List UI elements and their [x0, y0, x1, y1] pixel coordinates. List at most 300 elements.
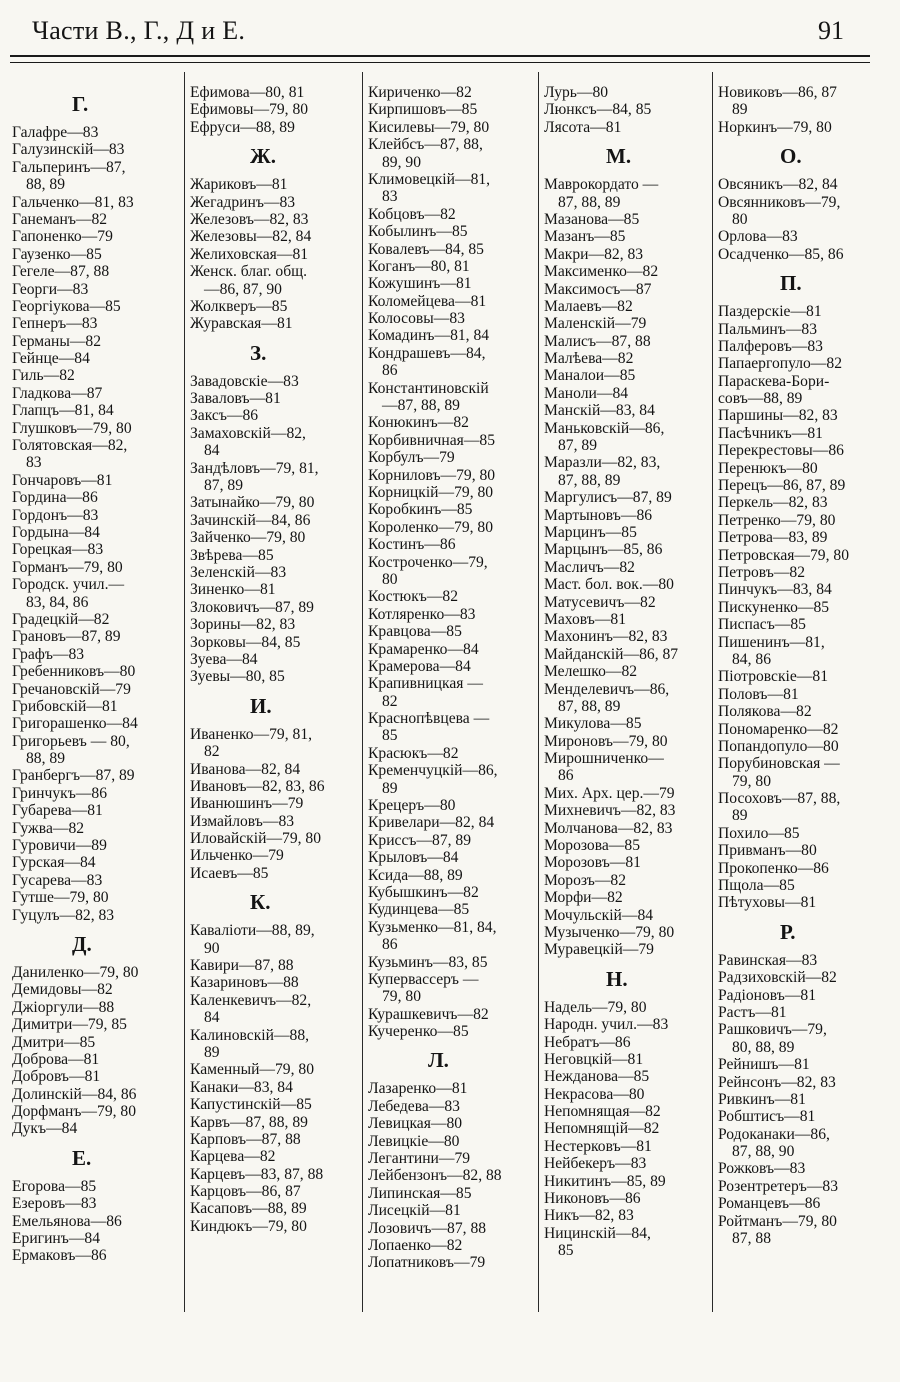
index-entry: Ивановъ—82, 83, 86	[190, 777, 325, 795]
index-entry: Железовъ—82, 83	[190, 210, 309, 228]
index-entry: Гейнце—84	[12, 350, 90, 368]
index-entry: Надель—79, 80	[544, 998, 647, 1016]
index-entry: Замаховскій—82,	[190, 424, 306, 442]
index-entry: Гаузенко—85	[12, 245, 102, 263]
index-entry: Еригинъ—84	[12, 1230, 101, 1248]
index-entry: Зиненко—81	[190, 581, 276, 599]
section-letter-heading: Ж.	[250, 144, 277, 169]
index-column-1	[12, 84, 138, 1265]
section-letter-heading: О.	[780, 144, 802, 169]
index-entry: Грановъ—87, 89	[12, 628, 121, 646]
index-entry: Овсянниковъ—79,	[718, 193, 841, 211]
page-number: 91	[818, 16, 844, 45]
index-entry: Романцевъ—86	[718, 1195, 821, 1213]
index-entry: Конюкинъ—82	[368, 414, 469, 432]
index-entry: Короленко—79, 80	[368, 518, 494, 536]
index-entry: Кравцова—85	[368, 623, 462, 641]
section-letter-heading: Л.	[428, 1048, 449, 1073]
index-entry: Нежданова—85	[544, 1068, 650, 1086]
index-entry: Казариновъ—88	[190, 974, 299, 992]
index-entry: —87, 88, 89	[382, 397, 460, 415]
index-entry: 88, 89	[26, 176, 65, 194]
index-entry: Кузьменко—81, 84,	[368, 918, 497, 936]
index-entry: Никъ—82, 83	[544, 1207, 634, 1225]
index-entry: Гуцулъ—82, 83	[12, 906, 115, 924]
index-entry: Перенюкъ—80	[718, 459, 818, 477]
index-entry: Кондрашевъ—84,	[368, 344, 486, 362]
header-rule-thin	[10, 62, 870, 63]
index-entry: Зорины—82, 83	[190, 616, 296, 634]
index-entry: Гречановскій—79	[12, 680, 131, 698]
index-entry: —86, 87, 90	[204, 280, 282, 298]
index-entry: Лебедева—83	[368, 1097, 460, 1115]
index-entry: Маврокордато —	[544, 176, 659, 194]
index-entry: Ефимовы—79, 80	[190, 101, 309, 119]
index-entry: Киндюкъ—79, 80	[190, 1217, 307, 1235]
index-entry: Петровъ—82	[718, 563, 806, 581]
index-entry: Криссъ—87, 89	[368, 831, 472, 849]
index-entry: Небратъ—86	[544, 1033, 631, 1051]
index-column-5	[718, 84, 849, 1247]
index-entry: Исаевъ—85	[190, 864, 269, 882]
index-entry: Карцовъ—86, 87	[190, 1183, 301, 1201]
index-entry: 87, 88, 89	[558, 193, 621, 211]
index-entry: Музыченко—79, 80	[544, 923, 675, 941]
index-entry: Жегадринъ—83	[190, 193, 296, 211]
index-entry: Непомнящій—82	[544, 1120, 660, 1138]
index-entry: 89	[382, 779, 398, 797]
index-entry: Некрасова—80	[544, 1085, 645, 1103]
index-entry: Крамаренко—84	[368, 640, 479, 658]
index-entry: Петренко—79, 80	[718, 511, 836, 529]
index-entry: Доброва—81	[12, 1050, 100, 1068]
index-entry: Кавири—87, 88	[190, 957, 294, 975]
index-entry: 83	[382, 188, 398, 206]
index-entry: Гиль—82	[12, 367, 75, 385]
index-entry: Ганеманъ—82	[12, 210, 108, 228]
index-entry: Голятовская—82,	[12, 437, 128, 455]
index-entry: Нестерковъ—81	[544, 1137, 652, 1155]
index-entry: Заваловъ—81	[190, 390, 281, 408]
index-entry: Крамерова—84	[368, 657, 471, 675]
index-entry: Норкинъ—79, 80	[718, 118, 832, 136]
index-entry: 86	[382, 936, 398, 954]
index-entry: Гранбергъ—87, 89	[12, 767, 135, 785]
index-entry: Писпасъ—85	[718, 616, 806, 634]
index-entry: Розентретеръ—83	[718, 1177, 839, 1195]
index-entry: Кубышкинъ—82	[368, 883, 479, 901]
index-entry: Радзиховскій—82	[718, 969, 837, 987]
index-entry: Полякова—82	[718, 703, 812, 721]
index-entry: Демидовы—82	[12, 981, 113, 999]
index-entry: Жариковъ—81	[190, 176, 288, 194]
index-entry: Матусевичъ—82	[544, 593, 656, 611]
index-entry: Галафре—83	[12, 124, 99, 141]
index-entry: Касаповъ—88, 89	[190, 1200, 307, 1218]
index-entry: Корбивничная—85	[368, 431, 496, 449]
index-entry: Палферовъ—83	[718, 337, 823, 355]
index-column-3	[368, 84, 502, 1272]
running-head: Части В., Г., Д и Е.	[32, 16, 246, 45]
index-entry: Ермаковъ—86	[12, 1247, 107, 1265]
index-entry: Махонинъ—82, 83	[544, 628, 668, 646]
index-entry: 87, 88, 89	[558, 471, 621, 489]
index-entry: Гордина—86	[12, 489, 98, 507]
index-entry: Перкель—82, 83	[718, 494, 828, 512]
index-entry: Гурская—84	[12, 854, 96, 872]
index-entry: Народн. учил.—83	[544, 1016, 669, 1034]
index-entry: 80, 88, 89	[732, 1038, 795, 1056]
index-entry: Пономаренко—82	[718, 720, 839, 738]
index-entry: Ковалевъ—84, 85	[368, 240, 484, 258]
index-entry: Константиновскій	[368, 379, 489, 397]
index-entry: 84	[204, 442, 220, 460]
index-entry: 88, 89	[26, 750, 65, 768]
index-entry: Пщола—85	[718, 877, 795, 895]
index-entry: Гегеле—87, 88	[12, 263, 110, 281]
index-entry: Маховъ—81	[544, 610, 627, 628]
index-entry: Колосовы—83	[368, 310, 465, 328]
index-entry: Гребенниковъ—80	[12, 663, 136, 681]
index-entry: Клейбсъ—87, 88,	[368, 136, 483, 154]
index-entry: 82	[382, 692, 398, 710]
index-entry: Карповъ—87, 88	[190, 1130, 301, 1148]
index-entry: 89	[204, 1043, 220, 1061]
index-entry: Манскій—83, 84	[544, 402, 655, 420]
index-entry: Пискуненко—85	[718, 598, 830, 616]
index-entry: Паршины—82, 83	[718, 407, 838, 425]
index-entry: Малѣева—82	[544, 350, 634, 368]
index-entry: Кузьминъ—83, 85	[368, 953, 488, 971]
index-entry: Лозовичъ—87, 88	[368, 1219, 487, 1237]
index-entry: Морфи—82	[544, 889, 623, 907]
index-entry: Михневичъ—82, 83	[544, 802, 676, 820]
index-entry: Прокопенко—86	[718, 859, 829, 877]
index-entry: Градецкій—82	[12, 610, 110, 628]
index-entry: Легантини—79	[368, 1150, 471, 1168]
index-entry: Овсяникъ—82, 84	[718, 176, 838, 194]
index-entry: Маноли—84	[544, 384, 629, 402]
column-divider	[362, 72, 363, 1312]
index-entry: 79, 80	[382, 988, 421, 1006]
index-entry: Ефимова—80, 81	[190, 84, 305, 101]
index-entry: Графъ—83	[12, 645, 85, 663]
index-entry: Краснопѣвцева —	[368, 710, 490, 728]
index-entry: Каменный—79, 80	[190, 1061, 314, 1079]
index-entry: Германы—82	[12, 332, 102, 350]
index-entry: Лейбензонъ—82, 88	[368, 1167, 502, 1185]
index-entry: Кривелари—82, 84	[368, 814, 495, 832]
index-entry: Менделевичъ—86,	[544, 680, 670, 698]
index-entry: Мочульскій—84	[544, 906, 654, 924]
index-entry: Максименко—82	[544, 263, 659, 281]
section-letter-heading: Д.	[72, 931, 92, 956]
section-letter-heading: К.	[250, 890, 271, 915]
index-entry: Крыловъ—84	[368, 849, 459, 867]
index-entry: 86	[382, 362, 398, 380]
index-entry: 89, 90	[382, 153, 421, 171]
index-entry: Муравецкій—79	[544, 941, 654, 959]
index-entry: Котляренко—83	[368, 605, 476, 623]
index-entry: Кирпишовъ—85	[368, 101, 478, 119]
index-entry: Левицкая—80	[368, 1115, 463, 1133]
index-entry: Ройтманъ—79, 80	[718, 1212, 837, 1230]
index-entry: Гуровичи—89	[12, 837, 107, 855]
index-entry: Люнксъ—84, 85	[544, 101, 652, 119]
index-entry: Гордына—84	[12, 523, 100, 541]
index-entry: Красюкъ—82	[368, 744, 459, 762]
index-entry: Мих. Арх. цер.—79	[544, 784, 675, 802]
index-entry: Перецъ—86, 87, 89	[718, 477, 846, 495]
index-entry: Ривкинъ—81	[718, 1090, 806, 1108]
index-entry: Майданскій—86, 87	[544, 645, 679, 663]
index-entry: Гончаровъ—81	[12, 471, 113, 489]
index-entry: Перекрестовы—86	[718, 442, 844, 460]
index-entry: Костюкъ—82	[368, 588, 459, 606]
index-entry: Лисецкій—81	[368, 1202, 461, 1220]
index-entry: 87, 88	[732, 1230, 771, 1248]
index-entry: Осадченко—85, 86	[718, 245, 844, 263]
index-entry: Лазаренко—81	[368, 1080, 468, 1098]
index-entry: Мелешко—82	[544, 663, 638, 681]
index-entry: Ницинскій—84,	[544, 1224, 651, 1242]
section-letter-heading: Р.	[780, 919, 796, 944]
index-entry: Грибовскій—81	[12, 697, 118, 715]
index-entry: Жолкверъ—85	[190, 297, 288, 315]
column-divider	[712, 72, 713, 1312]
column-divider	[538, 72, 539, 1312]
index-entry: Коганъ—80, 81	[368, 257, 470, 275]
index-entry: 89	[732, 101, 748, 119]
index-entry: Кириченко—82	[368, 84, 472, 101]
index-entry: Радіоновъ—81	[718, 986, 817, 1004]
index-entry: 80	[732, 210, 748, 228]
index-entry: Морозъ—82	[544, 871, 627, 889]
index-entry: Емельянова—86	[12, 1212, 122, 1230]
index-entry: Орлова—83	[718, 228, 798, 246]
index-entry: 90	[204, 939, 220, 957]
index-entry: 89	[732, 807, 748, 825]
index-entry: Заксъ—86	[190, 407, 259, 425]
index-entry: Попандопуло—80	[718, 737, 839, 755]
index-entry: Лясота—81	[544, 118, 622, 136]
index-entry: Пѣтуховы—81	[718, 894, 817, 912]
index-entry: Иванова—82, 84	[190, 760, 301, 778]
index-entry: Гальперинъ—87,	[12, 158, 126, 176]
index-entry: Неговцкій—81	[544, 1050, 644, 1068]
index-entry: Затынайко—79, 80	[190, 494, 315, 512]
index-entry: Каваліоти—88, 89,	[190, 922, 315, 940]
index-entry: совъ—88, 89	[718, 390, 803, 408]
index-entry: Похило—85	[718, 824, 800, 842]
index-entry: Джіоргули—88	[12, 998, 115, 1016]
index-entry: Долинскій—84, 86	[12, 1085, 137, 1103]
index-entry: Гальченко—81, 83	[12, 193, 134, 211]
index-entry: Зуевы—80, 85	[190, 668, 285, 686]
index-entry: Мироновъ—79, 80	[544, 732, 668, 750]
index-entry: Костроченко—79,	[368, 553, 488, 571]
index-entry: Пинчукъ—83, 84	[718, 581, 832, 599]
index-entry: Гутше—79, 80	[12, 889, 109, 907]
index-entry: Женск. благ. общ.	[190, 263, 308, 281]
index-entry: Курашкевичъ—82	[368, 1005, 489, 1023]
index-entry: Ильченко—79	[190, 847, 284, 865]
index-entry: Глапцъ—81, 84	[12, 402, 114, 420]
index-entry: Кисилевы—79, 80	[368, 118, 490, 136]
index-entry: Рожковъ—83	[718, 1160, 806, 1178]
index-column-4	[544, 84, 678, 1260]
index-entry: Егорова—85	[12, 1177, 97, 1195]
index-entry: Кобцовъ—82	[368, 205, 456, 223]
index-entry: Непомнящая—82	[544, 1103, 661, 1121]
index-entry: Привманъ—80	[718, 842, 817, 860]
header-rule-thick	[10, 55, 870, 57]
index-entry: Ксида—88, 89	[368, 866, 463, 884]
index-entry: Рашковичъ—79,	[718, 1021, 827, 1039]
index-entry: Григорьевъ — 80,	[12, 732, 130, 750]
index-entry: Комадинъ—81, 84	[368, 327, 490, 345]
index-entry: Растъ—81	[718, 1003, 787, 1021]
index-entry: Лопатниковъ—79	[368, 1254, 486, 1272]
section-letter-heading: Е.	[72, 1145, 92, 1170]
index-entry: Максимосъ—87	[544, 280, 652, 298]
index-entry: Кучеренко—85	[368, 1023, 469, 1041]
index-entry: Новиковъ—86, 87	[718, 84, 837, 101]
index-entry: Георги—83	[12, 280, 89, 298]
index-entry: 80	[382, 570, 398, 588]
index-entry: Масличъ—82	[544, 558, 635, 576]
index-entry: Крапивницкая —	[368, 675, 483, 693]
index-entry: Георгіукова—85	[12, 297, 121, 315]
index-entry: 83	[26, 454, 42, 472]
index-entry: Канаки—83, 84	[190, 1078, 293, 1096]
index-entry: Дорфманъ—79, 80	[12, 1103, 137, 1121]
index-entry: Посоховъ—87, 88,	[718, 790, 841, 808]
section-letter-heading: Г.	[72, 92, 89, 116]
index-entry: Петровская—79, 80	[718, 546, 849, 564]
section-letter-heading: И.	[250, 693, 272, 718]
index-entry: 83, 84, 86	[26, 593, 89, 611]
index-entry: 82	[204, 743, 220, 761]
index-entry: Зеленскій—83	[190, 563, 287, 581]
index-entry: Половъ—81	[718, 685, 799, 703]
index-entry: Климовецкій—81,	[368, 170, 491, 188]
index-entry: Мазанова—85	[544, 210, 640, 228]
index-entry: Езеровъ—83	[12, 1195, 97, 1213]
index-entry: Каленкевичъ—82,	[190, 991, 312, 1009]
index-entry: Марцынъ—85, 86	[544, 541, 663, 559]
index-entry: Костинъ—86	[368, 536, 456, 554]
column-divider	[184, 72, 185, 1312]
index-entry: Горманъ—79, 80	[12, 558, 123, 576]
index-entry: Завадовскіе—83	[190, 372, 299, 390]
index-entry: Карвъ—87, 88, 89	[190, 1113, 308, 1131]
index-entry: Малисъ—87, 88	[544, 332, 651, 350]
index-entry: Пишенинъ—81,	[718, 633, 825, 651]
index-entry: Гапоненко—79	[12, 228, 113, 246]
section-letter-heading: П.	[780, 271, 802, 296]
index-entry: 87, 88, 89	[558, 697, 621, 715]
index-entry: Параскева-Бори-	[718, 372, 830, 390]
index-entry: Мирошниченко—	[544, 750, 664, 768]
index-entry: Равинская—83	[718, 951, 818, 969]
index-entry: Маразли—82, 83,	[544, 454, 661, 472]
index-entry: Желиховская—81	[190, 245, 309, 263]
index-entry: Журавская—81	[190, 315, 293, 333]
index-entry: Петрова—83, 89	[718, 529, 828, 547]
index-entry: Піотровскіе—81	[718, 668, 828, 686]
index-entry: Лопаенко—82	[368, 1237, 463, 1254]
index-entry: Кременчуцкій—86,	[368, 762, 498, 780]
index-entry: Кудинцева—85	[368, 901, 470, 919]
index-entry: Корницкій—79, 80	[368, 483, 494, 501]
index-entry: Коробкинъ—85	[368, 501, 473, 519]
index-entry: Корниловъ—79, 80	[368, 466, 496, 484]
index-entry: 79, 80	[732, 772, 771, 790]
index-entry: Гусарева—83	[12, 871, 103, 889]
index-entry: Пальминъ—83	[718, 320, 818, 338]
index-entry: Никоновъ—86	[544, 1190, 641, 1208]
index-entry: Мазанъ—85	[544, 228, 626, 246]
index-entry: Зорковы—84, 85	[190, 633, 301, 651]
index-entry: Зандѣловъ—79, 81,	[190, 459, 319, 477]
index-entry: Молчанова—82, 83	[544, 819, 673, 837]
index-entry: Микулова—85	[544, 715, 642, 733]
index-entry: Кобылинъ—85	[368, 223, 468, 241]
index-entry: Губарева—81	[12, 802, 103, 820]
index-entry: Папаергопуло—82	[718, 355, 842, 373]
index-entry: Кожушинъ—81	[368, 275, 472, 293]
section-letter-heading: З.	[250, 340, 267, 365]
index-entry: 85	[382, 727, 398, 745]
index-entry: Григорашенко—84	[12, 715, 138, 733]
index-entry: 84, 86	[732, 650, 771, 668]
index-entry: Пасѣчникъ—81	[718, 424, 823, 442]
section-letter-heading: Н.	[606, 966, 628, 991]
index-entry: Зайченко—79, 80	[190, 529, 306, 547]
index-entry: Гепнеръ—83	[12, 315, 98, 333]
index-entry: 87, 89	[558, 437, 597, 455]
index-entry: Порубиновская —	[718, 755, 840, 773]
index-entry: Маст. бол. вок.—80	[544, 576, 674, 594]
index-entry: Маналои—85	[544, 367, 636, 385]
index-entry: Маргулисъ—87, 89	[544, 489, 672, 507]
index-entry: Нейбекеръ—83	[544, 1155, 647, 1173]
index-entry: Дукъ—84	[12, 1120, 78, 1138]
index-entry: Морозовъ—81	[544, 854, 641, 872]
index-entry: Злоковичъ—87, 89	[190, 598, 314, 616]
index-entry: 87, 88, 90	[732, 1143, 795, 1161]
index-entry: Марцинъ—85	[544, 523, 637, 541]
index-entry: Иванюшинъ—79	[190, 795, 304, 813]
index-entry: Гужва—82	[12, 819, 85, 837]
index-entry: 86	[558, 767, 574, 785]
index-entry: 85	[558, 1242, 574, 1260]
index-entry: Зачинскій—84, 86	[190, 511, 311, 529]
index-entry: Малаевъ—82	[544, 297, 633, 315]
index-entry: Липинская—85	[368, 1184, 472, 1202]
index-entry: Гордонъ—83	[12, 506, 99, 524]
index-entry: Рейнсонъ—82, 83	[718, 1073, 836, 1091]
index-entry: Даниленко—79, 80	[12, 963, 139, 981]
index-entry: Иловайскій—79, 80	[190, 830, 322, 848]
index-entry: Макри—82, 83	[544, 245, 644, 263]
index-entry: Рейнишъ—81	[718, 1056, 810, 1074]
index-entry: Гладкова—87	[12, 384, 103, 402]
index-entry: Паздерскіе—81	[718, 303, 822, 321]
section-letter-heading: М.	[606, 144, 632, 169]
index-entry: Димитри—79, 85	[12, 1016, 127, 1034]
